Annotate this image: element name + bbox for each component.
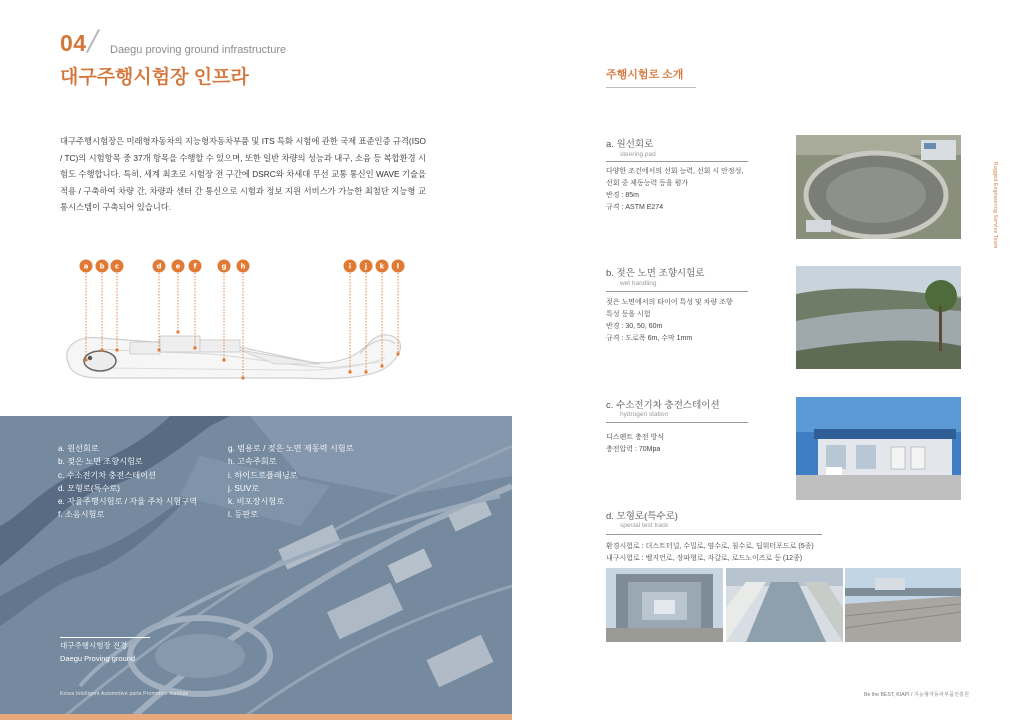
legend-item: b. 젖은 노면 조향시험로	[58, 457, 143, 467]
right-page-footer: Be the BEST, KIAPI / 지능형자동차부품진흥원	[864, 692, 970, 698]
track-diagram	[60, 250, 440, 390]
item-b-title: b. 젖은 노면 조향시험로	[606, 268, 705, 279]
hydrogen-station-photo	[796, 397, 961, 500]
right-page-title: 주행시험로 소개	[606, 69, 684, 81]
svg-text:d: d	[156, 262, 162, 271]
svg-text:j: j	[364, 262, 368, 271]
building-block-1	[130, 342, 160, 354]
item-c-title: c. 수소전기차 충전스테이션	[606, 400, 720, 411]
water-track-photo	[726, 568, 843, 642]
marker-b	[96, 260, 109, 273]
legend-item: f. 소음시험로	[58, 510, 105, 520]
aerial-caption-en: Daegu Proving ground	[60, 653, 136, 663]
item-a-subtitle: steering pad	[620, 151, 656, 158]
item-c-subtitle: hydrogen station	[620, 411, 669, 418]
legend-item: l. 등판로	[228, 510, 259, 520]
right-title-underline	[606, 87, 696, 88]
section-number: 04	[60, 30, 87, 56]
svg-text:c: c	[114, 262, 120, 271]
legend-item: j. SUV로	[228, 483, 260, 493]
page-title: 대구주행시험장 인프라	[60, 67, 249, 88]
svg-text:a: a	[83, 262, 89, 271]
marker-h	[237, 260, 250, 273]
svg-text:e: e	[175, 262, 181, 271]
building-block-2	[160, 336, 200, 352]
wet-handling-photo	[796, 266, 961, 369]
intro-paragraph: 대구주행시험장은 미래형자동차의 지능형자동차부품 및 ITS 특화 시험에 관한 국제 표준인증 규격(ISO / TC)의 시험항목 중 37개 항목을 수행할 수 있으며, 또한 일반 차량의 성능과 내구, 소음 등 복합환경 시험도 수행합니다. 특히, 세계 최초로 시험장 전 구간에 DSRC와 차세대 무선 교통 통신인 WAVE 기술을 적용 / 구축하여 차량 간, 차량과 센터 간 통신으로 시험과 정보 지원 서비스가 가능한 최첨단 지능형 교통시스템이 구축되어 있습니다.	[60, 136, 426, 213]
marker-i	[344, 260, 357, 273]
legend-item: a. 원선회로	[58, 444, 99, 453]
legend-item: g. 범용로 / 젖은 노면 제동력 시험로	[228, 444, 354, 453]
item-d-body: 환경시험로 : 더스트터널, 수밀로, 염수로, 침수로, 딥워터포드로 (5종) 내구시험로 : 벨지언로, 장파형로, 자갈로, 로드노이즈로 등 (12종)	[606, 543, 814, 562]
item-a-body: 다양한 조건에서의 선회 능력, 선회 시 안정성, 선회 중 제동능력 등을 평가 반경 : 85m 규격 : ASTM E274	[606, 168, 744, 211]
legend-item: k. 비포장시험로	[228, 497, 285, 507]
item-c-body: 디스펜트 충전 방식 충전압력 : 70Mpa	[606, 434, 664, 453]
svg-text:f: f	[193, 262, 197, 271]
item-d-title: d. 모형로(특수로)	[606, 511, 678, 522]
aerial-caption-ko: 대구주행시험장 전경	[60, 641, 128, 650]
legend-item: d. 모형로(특수로)	[58, 483, 121, 493]
marker-l	[392, 260, 405, 273]
left-page-footer: Korea Intelligent Automotive parts Promotion Institute	[60, 691, 189, 697]
legend-item: c. 수소전기차 충전스테이션	[58, 470, 156, 480]
svg-text:k: k	[379, 262, 385, 271]
marker-f	[189, 260, 202, 273]
svg-text:h: h	[240, 262, 246, 271]
marker-g	[218, 260, 231, 273]
steering-pad-mark	[84, 351, 116, 371]
section-title-en: Daegu proving ground infrastructure	[110, 44, 287, 56]
steering-pad-center	[88, 356, 92, 360]
item-b-body: 젖은 노면에서의 타이어 특성 및 차량 조향 특성 등을 시험 반경 : 30, 50, 60m 규격 : 도로폭 6m, 수막 1mm	[606, 299, 733, 342]
marker-k	[376, 260, 389, 273]
accent-bar	[0, 714, 512, 720]
marker-d	[153, 260, 166, 273]
item-a-title: a. 원선회로	[606, 139, 654, 150]
svg-text:b: b	[99, 262, 105, 271]
marker-a	[80, 260, 93, 273]
marker-e	[172, 260, 185, 273]
item-a-divider	[606, 161, 748, 162]
marker-c	[111, 260, 124, 273]
item-b-divider	[606, 291, 748, 292]
aerial-caption	[60, 640, 135, 665]
svg-text:g: g	[221, 262, 227, 271]
vertical-side-label: Rugged Engineering Service Team	[992, 162, 998, 249]
item-b-subtitle: wet handling	[620, 280, 657, 287]
legend-column-2	[228, 442, 354, 522]
marker-j	[360, 260, 373, 273]
svg-text:i: i	[348, 262, 352, 271]
legend-item: h. 고속주회로	[228, 457, 277, 467]
section-divider	[86, 29, 100, 53]
legend-item: i. 하이드로플래닝로	[228, 470, 298, 480]
legend-item: e. 자율주행시험로 / 자율 주차 시험구역	[58, 497, 198, 507]
caption-divider	[60, 637, 150, 638]
steering-pad-photo	[796, 135, 961, 239]
item-d-divider	[606, 534, 822, 535]
belgian-road-photo	[845, 568, 961, 642]
item-c-divider	[606, 422, 748, 423]
legend-column-1	[58, 442, 197, 522]
svg-text:l: l	[396, 262, 400, 271]
item-d-subtitle: special test track	[620, 522, 669, 529]
dust-tunnel-photo	[606, 568, 723, 642]
building-block-3	[200, 340, 240, 352]
